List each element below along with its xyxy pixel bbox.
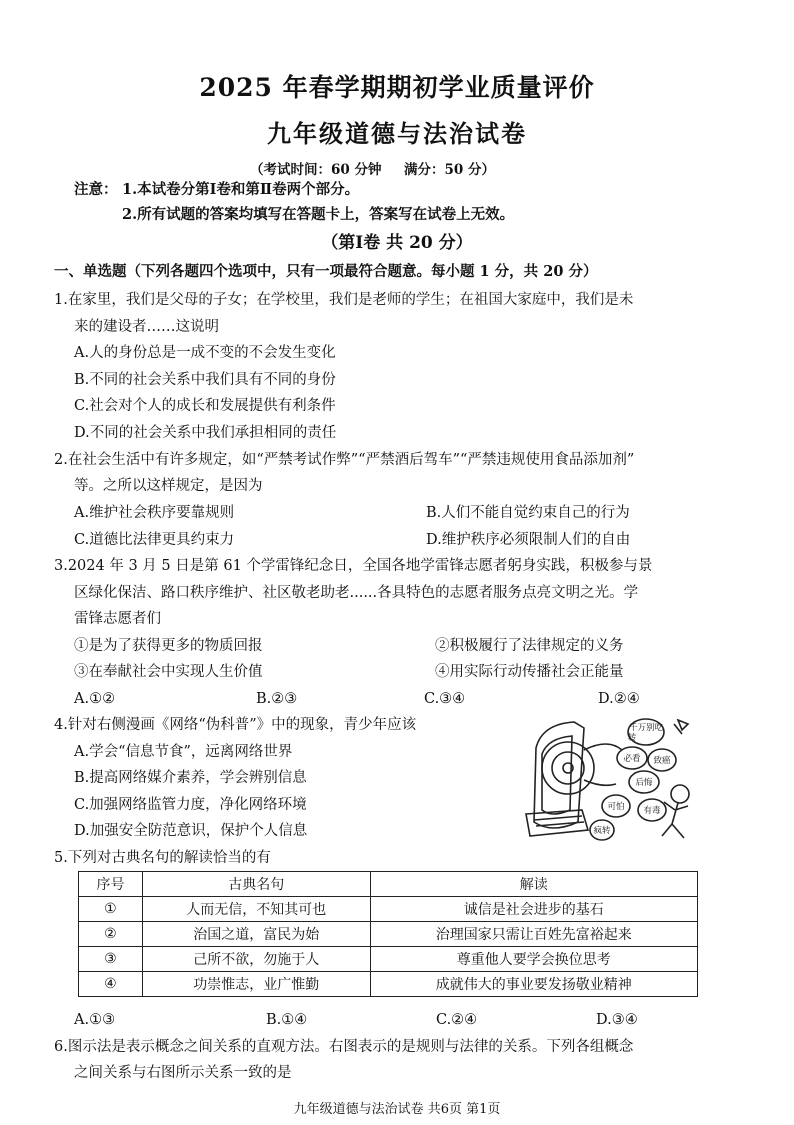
q2-stem-line2: 等。之所以这样规定，是因为 xyxy=(74,478,263,494)
q4-option-d: D.加强安全防范意识，保护个人信息 xyxy=(74,823,308,839)
table-header: 解读 xyxy=(370,872,697,897)
cartoon-label: 疯转 xyxy=(593,826,611,836)
q4-stem: 4.针对右侧漫画《网络“伪科普”》中的现象，青少年应该 xyxy=(54,717,417,733)
table-cell: ④ xyxy=(79,972,143,997)
table-header-row xyxy=(79,872,698,897)
classical-quotes-table xyxy=(78,871,698,997)
table-cell: 成就伟大的事业要发扬敬业精神 xyxy=(370,972,697,997)
q3-stem-line1: 3.2024 年 3 月 5 日是第 61 个学雷锋纪念日，全国各地学雷锋志愿者躬身实践，积极参与景 xyxy=(54,558,653,574)
table-cell: ③ xyxy=(79,947,143,972)
notes-label: 注意： xyxy=(74,181,118,198)
q4-option-b: B.提高网络媒介素养，学会辨别信息 xyxy=(74,770,307,786)
q5-option-a: A.①③ xyxy=(74,1012,116,1028)
q6-stem-line2: 之间关系与右图所示关系一致的是 xyxy=(74,1065,292,1081)
q2-option-a: A.维护社会秩序要靠规则 xyxy=(74,505,235,521)
note-1: 1.本试卷分第Ⅰ卷和第Ⅱ卷两个部分。 xyxy=(122,181,360,198)
q5-option-c: C.②④ xyxy=(436,1012,478,1028)
q2-option-c: C.道德比法律更具约束力 xyxy=(74,532,235,548)
cartoon-label: 致癌 xyxy=(653,756,671,766)
note-2: 2.所有试题的答案均填写在答题卡上，答案写在试卷上无效。 xyxy=(122,206,515,223)
cartoon-label: 必看 xyxy=(623,754,641,764)
q2-option-b: B.人们不能自觉约束自己的行为 xyxy=(426,505,630,521)
table-cell: 诚信是社会进步的基石 xyxy=(370,897,697,922)
exam-time: （考试时间：60 分钟 xyxy=(250,162,382,178)
exam-score: 满分：50 分） xyxy=(404,162,495,178)
q3-stem-line3: 雷锋志愿者们 xyxy=(74,611,161,627)
q3-statement-4: ④用实际行动传播社会正能量 xyxy=(435,664,624,680)
q3-option-b: B.②③ xyxy=(256,691,298,707)
q2-stem-line1: 2.在社会生活中有许多规定，如“严禁考试作弊”“严禁酒后驾车”“严禁违规使用食品添加剂” xyxy=(54,452,635,468)
cartoon-label: 千万别吃 xyxy=(628,723,664,733)
exam-title: 2025 年春学期期初学业质量评价 xyxy=(199,73,595,102)
table-row xyxy=(79,947,698,972)
cartoon-label: 转 xyxy=(627,733,637,743)
exam-subtitle: 九年级道德与法治试卷 xyxy=(267,119,527,148)
q5-option-b: B.①④ xyxy=(266,1012,308,1028)
q3-statement-2: ②积极履行了法律规定的义务 xyxy=(435,638,624,654)
cartoon-fake-science-illustration xyxy=(512,710,698,850)
q5-option-d: D.③④ xyxy=(596,1012,638,1028)
cartoon-label: 可怕 xyxy=(607,802,625,812)
q3-option-d: D.②④ xyxy=(598,691,640,707)
q3-stem-line2: 区绿化保洁、路口秩序维护、社区敬老助老......各具特色的志愿者服务点亮文明之光。学 xyxy=(74,585,639,601)
page-footer: 九年级道德与法治试卷 共6页 第1页 xyxy=(293,1102,501,1117)
q1-stem-line2: 来的建设者……这说明 xyxy=(74,319,219,335)
table-cell: 尊重他人要学会换位思考 xyxy=(370,947,697,972)
table-row xyxy=(79,897,698,922)
table-cell: 功崇惟志，业广惟勤 xyxy=(142,972,370,997)
q3-option-c: C.③④ xyxy=(424,691,466,707)
q6-stem-line1: 6.图示法是表示概念之间关系的直观方法。右图表示的是规则与法律的关系。下列各组概念 xyxy=(54,1039,634,1055)
table-cell: 治国之道，富民为始 xyxy=(142,922,370,947)
q5-stem: 5.下列对古典名句的解读恰当的有 xyxy=(54,850,271,866)
table-row xyxy=(79,972,698,997)
table-header: 序号 xyxy=(79,872,143,897)
q1-stem-line1: 1.在家里，我们是父母的子女；在学校里，我们是老师的学生；在祖国大家庭中，我们是未 xyxy=(54,292,634,308)
q1-option-a: A.人的身份总是一成不变的不会发生变化 xyxy=(74,345,336,361)
q3-option-a: A.①② xyxy=(74,691,116,707)
q3-statement-3: ③在奉献社会中实现人生价值 xyxy=(74,664,263,680)
table-cell: ① xyxy=(79,897,143,922)
table-row xyxy=(79,922,698,947)
q2-option-d: D.维护秩序必须限制人们的自由 xyxy=(426,532,631,548)
q4-option-a: A.学会“信息节食”，远离网络世界 xyxy=(74,744,293,760)
q1-option-b: B.不同的社会关系中我们具有不同的身份 xyxy=(74,372,336,388)
cartoon-label: 有毒 xyxy=(643,806,661,816)
part1-heading: 一、单选题（下列各题四个选项中，只有一项最符合题意。每小题 1 分，共 20 分） xyxy=(54,263,598,280)
q1-option-d: D.不同的社会关系中我们承担相同的责任 xyxy=(74,425,337,441)
q1-option-c: C.社会对个人的成长和发展提供有利条件 xyxy=(74,398,336,414)
q3-statement-1: ①是为了获得更多的物质回报 xyxy=(74,638,263,654)
table-cell: 人而无信，不知其可也 xyxy=(142,897,370,922)
table-cell: ② xyxy=(79,922,143,947)
q4-option-c: C.加强网络监管力度，净化网络环境 xyxy=(74,797,307,813)
cartoon-label: 后悔 xyxy=(635,778,653,788)
section-title: （第Ⅰ卷 共 20 分） xyxy=(321,233,473,253)
table-cell: 己所不欲，勿施于人 xyxy=(142,947,370,972)
table-header: 古典名句 xyxy=(142,872,370,897)
table-cell: 治理国家只需让百姓先富裕起来 xyxy=(370,922,697,947)
